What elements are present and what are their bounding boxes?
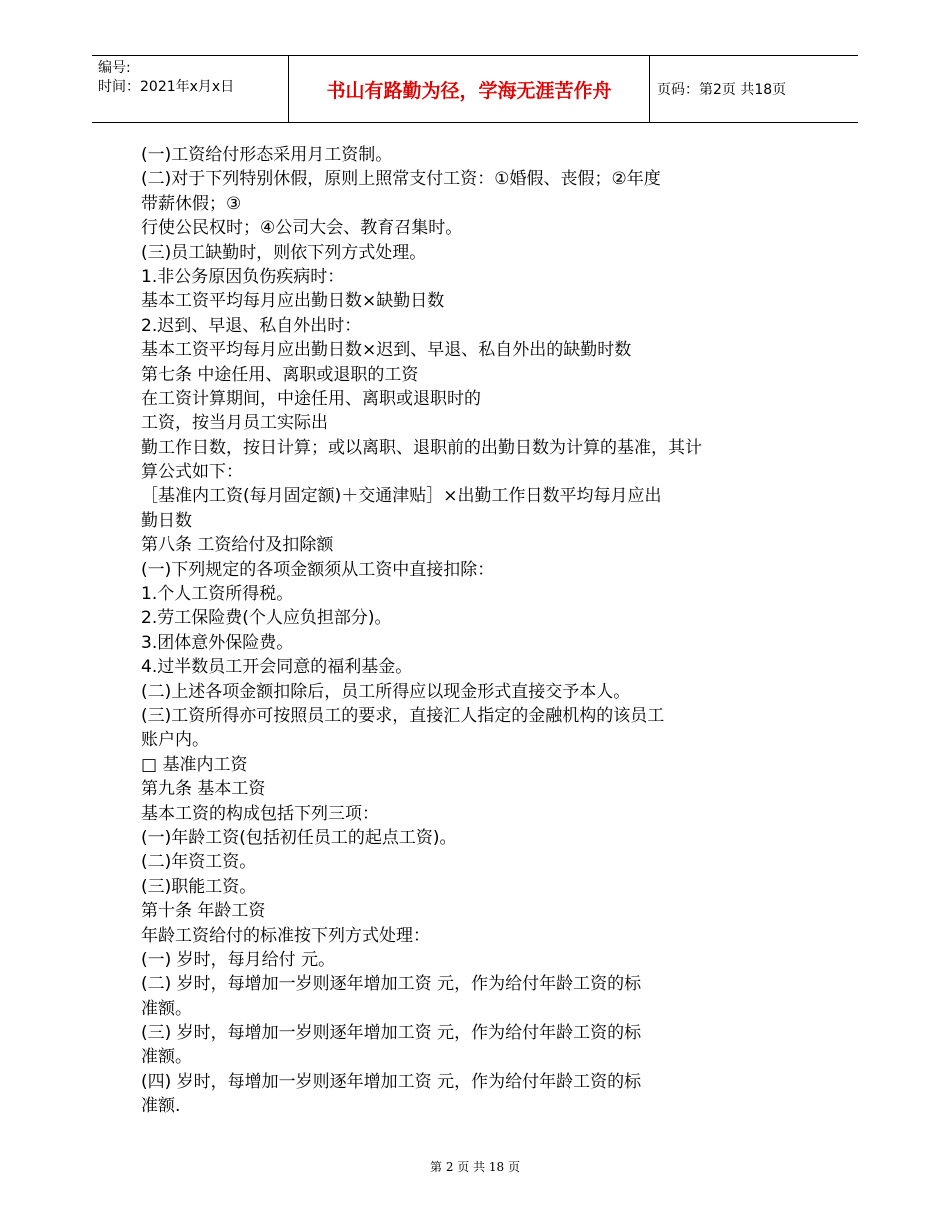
text-line: 准额. — [141, 1096, 181, 1117]
text-line: (一) 岁时，每月给付 元。 — [141, 949, 336, 970]
text-line: (三) 岁时，每增加一岁则逐年增加工资 元，作为给付年龄工资的标 — [141, 1023, 642, 1044]
text-line: 算公式如下： — [141, 462, 243, 483]
time-label: 时间：2021年x月x日 — [98, 79, 235, 95]
text-line: 准额。 — [141, 998, 192, 1019]
text-line: 在工资计算期间，中途任用、离职或退职时的 — [141, 388, 481, 409]
text-line: (一)下列规定的各项金额须从工资中直接扣除： — [141, 559, 495, 580]
text-line: 勤工作日数，按日计算；或以离职、退职前的出勤日数为计算的基准，其计 — [141, 437, 702, 458]
text-line: 2.劳工保险费(个人应负担部分)。 — [141, 608, 392, 629]
text-line: 勤日数 — [141, 510, 192, 531]
text-line: (三)员工缺勤时，则依下列方式处理。 — [141, 242, 427, 263]
text-line: 基本工资平均每月应出勤日数×迟到、早退、私自外出的缺勤时数 — [141, 340, 632, 361]
text-line: 2.迟到、早退、私自外出时： — [141, 315, 362, 336]
text-line: (三)职能工资。 — [141, 876, 257, 897]
header-meta — [98, 59, 234, 97]
text-line: (三)工资所得亦可按照员工的要求，直接汇人指定的金融机构的该员工 — [141, 705, 665, 726]
text-line: (二)上述各项金额扣除后，员工所得应以现金形式直接交予本人。 — [141, 681, 631, 702]
text-line: (一)年龄工资(包括初任员工的起点工资)。 — [141, 827, 457, 848]
text-line: 第十条 年龄工资 — [141, 901, 266, 922]
text-line: (二) 岁时，每增加一岁则逐年增加工资 元，作为给付年龄工资的标 — [141, 974, 642, 995]
header-page-info: 页码：第2页 共18页 — [657, 82, 787, 98]
text-line: (一)工资给付形态采用月工资制。 — [141, 145, 393, 165]
text-line: (二)对于下列特别休假，原则上照常支付工资：①婚假、丧假；②年度 — [141, 169, 661, 190]
serial-label: 编号: — [98, 60, 131, 76]
page-footer: 第 2 页 共 18 页 — [430, 1160, 520, 1174]
text-line: 第七条 中途任用、离职或退职的工资 — [141, 364, 419, 385]
text-line: 带薪休假；③ — [141, 193, 242, 214]
text-line: 第九条 基本工资 — [141, 779, 266, 800]
text-line: 行使公民权时；④公司大会、教育召集时。 — [141, 218, 463, 239]
header-motto: 书山有路勤为径，学海无涯苦作舟 — [288, 56, 650, 122]
text-line: (四) 岁时，每增加一岁则逐年增加工资 元，作为给付年龄工资的标 — [141, 1071, 642, 1092]
text-line: 工资，按当月员工实际出 — [141, 413, 328, 434]
text-line: 第八条 工资给付及扣除额 — [141, 535, 334, 556]
text-line: 1.非公务原因负伤疾病时： — [141, 266, 345, 287]
text-line: (二)年资工资。 — [141, 852, 257, 873]
text-line: 3.团体意外保险费。 — [141, 632, 294, 653]
text-line: 1.个人工资所得税。 — [141, 584, 294, 605]
text-line: ［基准内工资(每月固定额)＋交通津贴］×出勤工作日数平均每月应出 — [141, 486, 662, 507]
text-line: □ 基准内工资 — [141, 754, 248, 775]
text-line: 基本工资的构成包括下列三项： — [141, 803, 379, 824]
page-header — [92, 55, 858, 123]
text-line: 账户内。 — [141, 730, 209, 751]
document-body — [141, 143, 821, 1119]
text-line: 基本工资平均每月应出勤日数×缺勤日数 — [141, 291, 445, 312]
text-line: 年龄工资给付的标准按下列方式处理： — [141, 925, 430, 946]
text-line: 准额。 — [141, 1047, 192, 1068]
text-line: 4.过半数员工开会同意的福利基金。 — [141, 657, 413, 678]
